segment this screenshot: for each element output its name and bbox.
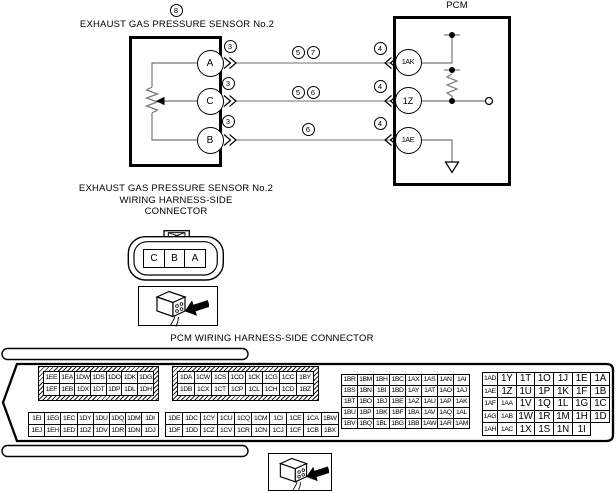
pin-1CT: 1CT (211, 383, 229, 396)
pin-1BA: 1BA (405, 407, 422, 419)
junction-dot-1z (449, 98, 455, 104)
pin-1BU: 1BU (341, 407, 358, 419)
pin-1EB: 1EB (59, 383, 76, 396)
pin-1DV: 1DV (93, 424, 110, 437)
pin-1DX: 1DX (74, 383, 91, 396)
pin-1CP: 1CP (228, 383, 246, 396)
pin-1AR: 1AR (437, 418, 454, 430)
pin-1G: 1G (572, 397, 592, 411)
pin-1V: 1V (516, 397, 536, 411)
pin-1CU: 1CU (217, 412, 235, 425)
pin-1CW: 1CW (194, 371, 212, 384)
pin-1BC: 1BC (389, 374, 406, 386)
sensor-terminal-b: B (197, 127, 224, 154)
pin-1BM: 1BM (357, 374, 374, 386)
pin-1DB: 1DB (177, 383, 195, 396)
pin-1AV: 1AV (421, 407, 438, 419)
wire-c-callout-3: 3 (222, 77, 235, 90)
pin-1DJ: 1DJ (141, 424, 158, 437)
pin-1C: 1C (590, 397, 610, 411)
pin-1DN: 1DN (125, 424, 142, 437)
pin-1EC: 1EC (60, 412, 77, 425)
pin-row (482, 397, 610, 411)
pcm-terminal-1ak: 1AK (395, 49, 422, 76)
connector-pigtail-icon (147, 285, 209, 327)
pin-row (482, 385, 610, 399)
pin-1BE: 1BE (389, 396, 406, 408)
pin-1BG: 1BG (389, 418, 406, 430)
pin-1CV: 1CV (217, 424, 235, 437)
pin-1A: 1A (590, 372, 610, 386)
pcm-pin-block-1-bottom (28, 412, 159, 437)
pin-1DZ: 1DZ (77, 424, 94, 437)
pin-1DF: 1DF (165, 424, 183, 437)
pin-1AP: 1AP (437, 396, 454, 408)
pin-1AT: 1AT (421, 385, 438, 397)
wire-c-callout-5: 5 (292, 86, 305, 99)
pin-1BS: 1BS (341, 385, 358, 397)
pin-1AZ: 1AZ (405, 396, 422, 408)
connector-top-bar (2, 349, 248, 360)
pin-1CN: 1CN (251, 424, 269, 437)
pin-1EH: 1EH (44, 424, 61, 437)
connector-bottom-bar (2, 446, 248, 457)
pin-1AE: 1AE (482, 385, 498, 399)
pin-1CK: 1CK (245, 371, 263, 384)
pin-1BB: 1BB (405, 418, 422, 430)
sensor-connector-title-line2: WIRING HARNESS-SIDE (119, 194, 233, 206)
pin-1BZ: 1BZ (296, 383, 314, 396)
pin-1DM: 1DM (125, 412, 142, 425)
pin-row (482, 372, 610, 386)
pin-1X: 1X (516, 422, 536, 436)
pin-1H: 1H (572, 410, 592, 424)
ground-icon (446, 162, 459, 173)
pin-row (482, 422, 610, 436)
pin-1BT: 1BT (341, 396, 358, 408)
sensor-pin-c: C (143, 249, 165, 268)
pin-1DS: 1DS (90, 371, 107, 384)
pin-1AJ: 1AJ (453, 385, 470, 397)
pin-1B: 1B (590, 385, 610, 399)
pin-1BQ: 1BQ (357, 418, 374, 430)
pin-1K: 1K (553, 385, 573, 399)
pin-1Z: 1Z (497, 385, 517, 399)
pin-1CO: 1CO (228, 371, 246, 384)
pin-1AH: 1AH (482, 422, 498, 436)
wire-a-callout-5: 5 (292, 46, 305, 59)
pin-1DK: 1DK (121, 371, 138, 384)
pin-1R: 1R (534, 410, 554, 424)
pin-1CS: 1CS (211, 371, 229, 384)
pin-1AU: 1AU (421, 396, 438, 408)
pin-1CZ: 1CZ (200, 424, 218, 437)
pin-row (28, 424, 159, 437)
pin-1EA: 1EA (59, 371, 76, 384)
pcm-label: PCM (446, 0, 468, 11)
pin-1BL: 1BL (373, 418, 390, 430)
pcm-pin-block-4 (482, 372, 610, 436)
pin-row (482, 410, 610, 424)
pin-1CH: 1CH (262, 383, 280, 396)
wire-c-callout-4: 4 (374, 80, 387, 93)
pin-1DG: 1DG (137, 371, 154, 384)
pin-1BF: 1BF (389, 407, 406, 419)
pin-1AF: 1AF (482, 397, 498, 411)
pin-1BW: 1BW (321, 412, 339, 425)
pin-1AB: 1AB (497, 410, 517, 424)
pin-1BJ: 1BJ (373, 396, 390, 408)
pin-1CQ: 1CQ (234, 412, 252, 425)
junction-dot-mid (449, 67, 455, 73)
pcm-connector-view-box (268, 453, 332, 491)
pin-1BD: 1BD (389, 385, 406, 397)
pin-1AC: 1AC (497, 422, 517, 436)
pin-1DI: 1DI (141, 412, 158, 425)
sensor-callout-number: 8 (173, 5, 179, 15)
pin-1CY: 1CY (200, 412, 218, 425)
pin-1F: 1F (572, 385, 592, 399)
pin-1EG: 1EG (44, 412, 61, 425)
pin-1BO: 1BO (357, 396, 374, 408)
sensor-connector-view-box (138, 286, 218, 326)
pin-1AO: 1AO (437, 385, 454, 397)
pin-1CC: 1CC (279, 371, 297, 384)
pin-1DQ: 1DQ (109, 412, 126, 425)
pin-1N: 1N (553, 422, 573, 436)
junction-dot-top (449, 32, 455, 38)
pin-1CB: 1CB (303, 424, 321, 437)
pin-1E: 1E (572, 372, 592, 386)
wire-a-callout-7: 7 (307, 46, 320, 59)
sensor-pin-a: A (184, 249, 206, 268)
pcm-pin-block-2-bottom (165, 412, 339, 437)
sensor-internal-line (152, 63, 197, 87)
pin-1AL: 1AL (453, 407, 470, 419)
pin-1T: 1T (516, 372, 536, 386)
sensor-resistor-symbol (147, 87, 158, 113)
pin-1BX: 1BX (321, 424, 339, 437)
pin-1AQ: 1AQ (437, 407, 454, 419)
pin-1DU: 1DU (93, 412, 110, 425)
pin-1AD: 1AD (482, 372, 498, 386)
pin-1BI: 1BI (373, 385, 390, 397)
pin-1CE: 1CE (286, 412, 304, 425)
pin-row (177, 383, 314, 396)
pin-1CJ: 1CJ (269, 424, 287, 437)
pin-1M: 1M (553, 410, 573, 424)
connector-pigtail-icon (271, 452, 329, 492)
wire-b-callout-4: 4 (374, 117, 387, 130)
pin-1CL: 1CL (245, 383, 263, 396)
pin-1CD: 1CD (279, 383, 297, 396)
pcm-pin-block-2-top (172, 366, 319, 401)
sensor-side-connector-chevrons (224, 58, 236, 146)
pin-1BV: 1BV (341, 418, 358, 430)
pcm-terminal-1ae: 1AE (395, 127, 422, 154)
pin-1ED: 1ED (60, 424, 77, 437)
pin-1CA: 1CA (303, 412, 321, 425)
pin-1AS: 1AS (421, 374, 438, 386)
pin-row (341, 418, 470, 430)
pin-1DY: 1DY (77, 412, 94, 425)
pin-1EE: 1EE (43, 371, 60, 384)
pin-1CG: 1CG (262, 371, 280, 384)
pin-1D: 1D (590, 410, 610, 424)
sensor-connector-title-line3: CONNECTOR (144, 206, 208, 217)
pin-1EJ: 1EJ (28, 424, 45, 437)
pin-1CF: 1CF (286, 424, 304, 437)
pin-1AN: 1AN (437, 374, 454, 386)
pin-1J: 1J (553, 372, 573, 386)
pin-1BN: 1BN (357, 385, 374, 397)
pin-1AG: 1AG (482, 410, 498, 424)
pin-1L: 1L (553, 397, 573, 411)
pin-1DL: 1DL (121, 383, 138, 396)
wire-a-callout-4: 4 (374, 42, 387, 55)
pin-1DE: 1DE (165, 412, 183, 425)
pin-row (43, 383, 154, 396)
wire-a-callout-3: 3 (224, 40, 237, 53)
pin-row (165, 424, 339, 437)
pcm-pin-block-1-top (38, 366, 159, 401)
pin-1CI: 1CI (269, 412, 287, 425)
pin-1O: 1O (534, 372, 554, 386)
pin-1DD: 1DD (182, 424, 200, 437)
sensor-terminal-c: C (197, 88, 224, 115)
pin-1U: 1U (516, 385, 536, 399)
pin-1AI: 1AI (453, 374, 470, 386)
pin-1BK: 1BK (373, 407, 390, 419)
open-terminal-circle (486, 98, 493, 105)
pin-1AA: 1AA (497, 397, 517, 411)
pin-1CM: 1CM (251, 412, 269, 425)
pin-1CX: 1CX (194, 383, 212, 396)
pin-1DP: 1DP (106, 383, 123, 396)
pin-1AM: 1AM (453, 418, 470, 430)
sensor-internal-line2 (152, 113, 197, 140)
wiring-lines-layer (0, 0, 616, 210)
pin-1BR: 1BR (341, 374, 358, 386)
wire-c-callout-6: 6 (307, 86, 320, 99)
pin-1CR: 1CR (234, 424, 252, 437)
pin-1BY: 1BY (296, 371, 314, 384)
wire-b-callout-6: 6 (302, 123, 315, 136)
pin-1I: 1I (572, 422, 592, 436)
pin-1DW: 1DW (74, 371, 91, 384)
sensor-connector-title-line1: EXHAUST GAS PRESSURE SENSOR No.2 (78, 183, 274, 194)
pin-1DT: 1DT (90, 383, 107, 396)
pin-1DA: 1DA (177, 371, 195, 384)
pcm-pin-block-3 (341, 374, 470, 429)
pin-1W: 1W (516, 410, 536, 424)
sensor-label: EXHAUST GAS PRESSURE SENSOR No.2 (79, 19, 275, 30)
pin-1EI: 1EI (28, 412, 45, 425)
pin-1AK: 1AK (453, 396, 470, 408)
pin-1EF: 1EF (43, 383, 60, 396)
pcm-connector-title: PCM WIRING HARNESS-SIDE CONNECTOR (170, 333, 374, 344)
pin-1Y: 1Y (497, 372, 517, 386)
pin-1S: 1S (534, 422, 554, 436)
pin-1DO: 1DO (106, 371, 123, 384)
pin-1DC: 1DC (182, 412, 200, 425)
pin-1AY: 1AY (405, 385, 422, 397)
pin-1DH: 1DH (137, 383, 154, 396)
pin-1DR: 1DR (109, 424, 126, 437)
sensor-callout-badge (170, 4, 183, 17)
wiper-arrowhead (156, 97, 165, 105)
pin-1Q: 1Q (534, 397, 554, 411)
sensor-terminal-a: A (197, 50, 224, 77)
pin-1AX: 1AX (405, 374, 422, 386)
pin-1BH: 1BH (373, 374, 390, 386)
pin-1P: 1P (534, 385, 554, 399)
pin-1BP: 1BP (357, 407, 374, 419)
wire-b-callout-3: 3 (222, 115, 235, 128)
pin-1AW: 1AW (421, 418, 438, 430)
pcm-terminal-1z: 1Z (395, 87, 422, 114)
sensor-pin-b: B (164, 249, 186, 268)
